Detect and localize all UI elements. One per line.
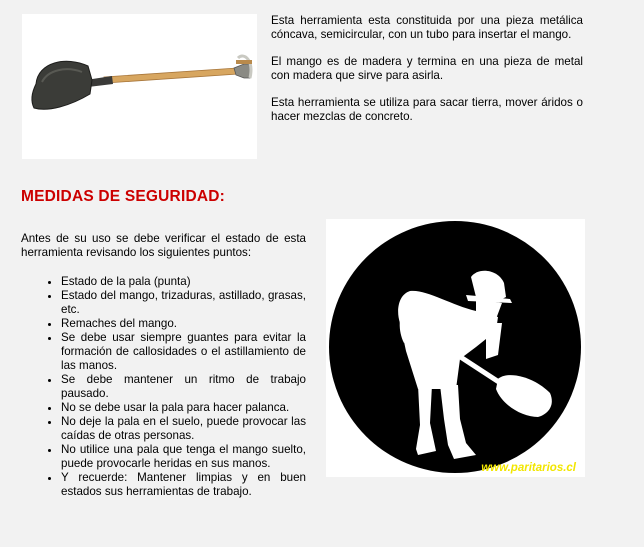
safety-lead: Antes de su uso se debe verificar el estado de esta herramienta revisando los siguientes puntos: xyxy=(21,232,306,259)
list-item: • Remaches del mango. xyxy=(61,317,306,331)
list-item: • Estado de la pala (punta) xyxy=(61,275,306,289)
shovel-photo xyxy=(22,14,257,159)
list-item: • No se debe usar la pala para hacer palanca. xyxy=(61,401,306,415)
list-item: • Estado del mango, trizaduras, astillado, grasas, etc. xyxy=(61,289,306,317)
safety-list xyxy=(21,275,306,499)
description-paragraph: El mango es de madera y termina en una pieza de metal con madera que sirve para asirla. xyxy=(271,55,583,82)
watermark-text: www.paritarios.cl xyxy=(481,462,576,474)
list-item: • Se debe mantener un ritmo de trabajo pausado. xyxy=(61,373,306,401)
shovel-illustration xyxy=(22,14,257,159)
worker-illustration xyxy=(326,219,585,477)
description-text xyxy=(271,14,583,137)
list-item: • Se debe usar siempre guantes para evitar la formación de callosidades o el astillamiento de las manos. xyxy=(61,331,306,373)
description-paragraph: Esta herramienta esta constituida por una pieza metálica cóncava, semicircular, con un tubo para insertar el mango. xyxy=(271,14,583,41)
description-paragraph: Esta herramienta se utiliza para sacar tierra, mover áridos o hacer mezclas de concreto. xyxy=(271,96,583,123)
safety-title: MEDIDAS DE SEGURIDAD: xyxy=(21,188,225,205)
list-item: • No utilice una pala que tenga el mango suelto, puede provocarle heridas en sus manos. xyxy=(61,443,306,471)
list-item: • Y recuerde: Mantener limpias y en buen estados sus herramientas de trabajo. xyxy=(61,471,306,499)
list-item: • No deje la pala en el suelo, puede provocar las caídas de otras personas. xyxy=(61,415,306,443)
